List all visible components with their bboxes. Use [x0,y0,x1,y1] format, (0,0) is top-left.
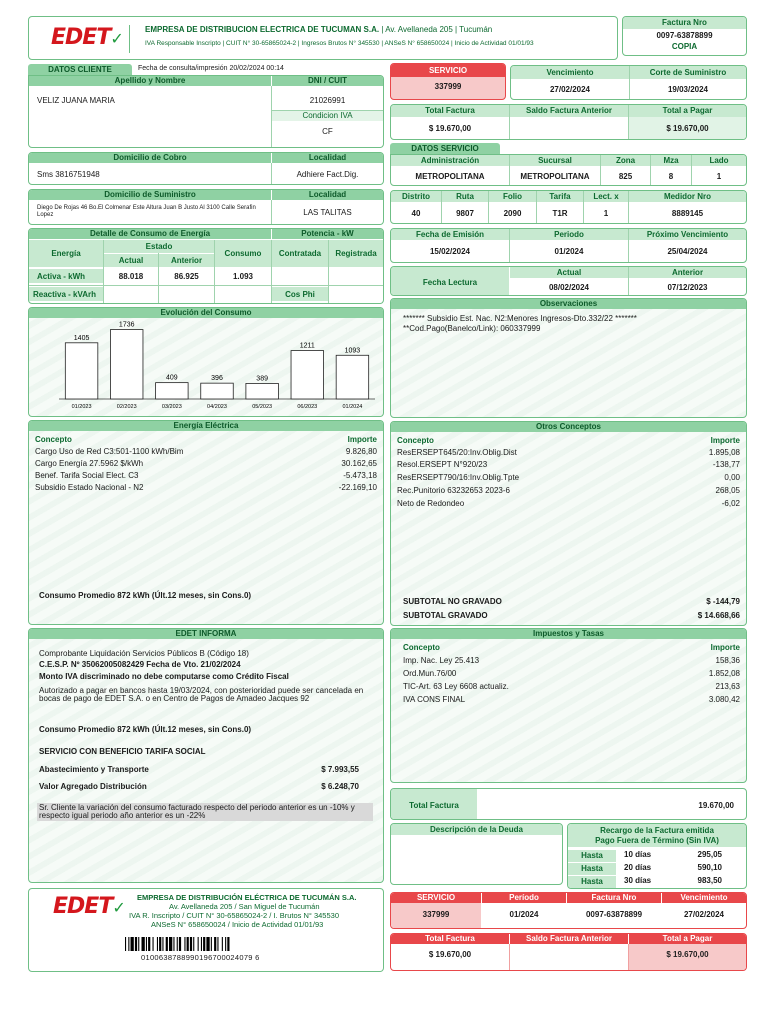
lado-value: 1 [716,172,722,181]
energia-row: Subsidio Estado Nacional - N2 -22.169,10 [35,483,377,492]
edet-logo: EDET✓ [51,25,123,50]
fechas-box: Fecha de Emisión Periodo Próximo Vencimiento 15/02/2024 01/2024 25/04/2024 [390,228,747,263]
chart-bar [246,383,279,399]
subtotal-no-gravado: SUBTOTAL NO GRAVADO $ -144,79 [403,597,740,606]
footer-totals: Total Factura Saldo Factura Anterior Total a Pagar $ 19.670,00 $ 19.670,00 [390,933,747,971]
client-dni: 21026991 [309,96,346,105]
valor-agregado-row: Valor Agregado Distribución $ 6.248,70 [39,782,359,791]
vencimiento-box: Vencimiento Corte de Suministro 27/02/2024 19/03/2024 [510,65,747,100]
total-factura-value: 19.670,00 [698,801,734,810]
energia-box: Energía Eléctrica Concepto Importe Cargo Uso de Red C3:501-1100 kWh/Bim 9.826,80 Cargo Energía 27.5962 $/kWh 30.162,65 Benef. Tarifa Social Elect. C3 -5.473,18 Subsidio Estado Nacional - N2 -22.169,10 Consumo Promedio 872 kWh (Últ.12 meses, sin Cons.0) [28,420,384,625]
informa-line: SERVICIO CON BENEFICIO TARIFA SOCIAL [39,747,206,756]
barcode-number: 0100638788990196700024079 6 [141,953,260,962]
energia-row: Cargo Uso de Red C3:501-1100 kWh/Bim 9.826,80 [35,447,377,456]
consult-date: Fecha de consulta/impresión 20/02/2024 00:14 [138,65,284,72]
corte-date: 19/03/2024 [667,85,709,94]
abastecimiento-row: Abastecimiento y Transporte $ 7.993,55 [39,765,359,774]
consumo-box: Detalle de Consumo de Energía Potencia - kW Energía Estado Actual Anterior Consumo Contratada Registrada Activa - kWh 88.018 86.925 1.093 Reactiva - kVArh Cos Phi [28,228,384,304]
emision-date: 15/02/2024 [429,247,471,256]
admin-value: METROPOLITANA [415,172,485,181]
footer-venc-value: 27/02/2024 [683,910,725,919]
folio-value: 2090 [503,209,522,218]
edet-informa-box: EDET INFORMA Comprobante Liquidación Servicios Públicos B (Código 18) C.E.S.P. Nº 35062005082429 Fecha de Vto. 21/02/2024 Monto IVA discriminado no debe computarse como Crédito Fiscal Autorizado a pagar en bancos hasta 19/03/2024, con posterioridad puede ser cancelada en bocas de pago de EDET S.A. o en Centro de Pagos de Amadeo Jacques 92 Consumo Promedio 872 kWh (Últ.12 meses, sin Cons.0) SERVICIO CON BENEFICIO TARIFA SOCIAL Abastecimiento y Transporte $ 7.993,55 Valor Agregado Distribución $ 6.248,70 Sr. Cliente la variación del consumo facturado respecto del periodo anterior es un -10% y respecto igual periodo año anterior es un -22% [28,628,384,883]
datos-servicio-title: DATOS SERVICIO [390,143,500,154]
sucursal-value: METROPOLITANA [520,172,590,181]
deuda-box: Descripción de la Deuda [390,823,563,885]
informa-line: Autorizado a pagar en bancos hasta 19/03/2024, con posterioridad puede ser cancelada en bocas de pago de EDET S.A. o en Centro de Pagos de Amadeo Jacques 92 [39,686,364,703]
distrito-value: 40 [411,209,421,218]
footer-servicio: SERVICIO Período Factura Nro Vencimiento 337999 01/2024 0097-63878899 27/02/2024 [390,892,747,929]
footer-addr: Av. Avellaneda 205 / San Miguel de Tucumán [169,902,320,911]
chart-bar [201,383,234,399]
ruta-value: 9807 [456,209,474,218]
chart-category-label: 01/2023 [71,404,92,410]
chart-value-label: 389 [256,375,268,383]
meter-box: Distrito Ruta Folio Tarifa Lect. x Medidor Nro 40 9807 2090 T1R 1 8889145 [390,190,747,224]
chart-value-label: 1093 [344,347,361,355]
informa-line: Consumo Promedio 872 kWh (Últ.12 meses, sin Cons.0) [39,725,252,734]
footer-line: IVA R. Inscripto / CUIT N° 30-65865024-2 / I. Brutos N° 345530 [129,911,339,920]
chart-title: Evolución del Consumo [29,308,383,318]
footer-stub [28,888,384,972]
footer-factura-value: 0097-63878899 [585,910,643,919]
zona-value: 825 [618,172,633,181]
obs-line-2: **Cod.Pago(Banelco/Link): 060337999 [403,324,541,333]
lectura-box: Fecha Lectura Actual Anterior 08/02/2024 07/12/2023 [390,266,747,296]
company-name: EMPRESA DE DISTRIBUCION ELECTRICA DE TUCUMAN S.A. | Av. Avellaneda 205 | Tucumán [145,25,493,34]
cobro-locality: Adhiere Fact.Dig. [296,170,359,179]
energia-promedio: Consumo Promedio 872 kWh (Últ.12 meses, sin Cons.0) [39,591,252,600]
recargo-row: Hasta 20 días 590,10 [568,863,746,875]
datos-cliente-title: DATOS CLIENTE [28,64,132,75]
footer-servicio-value: 337999 [422,910,450,919]
chart-value-label: 1211 [299,342,315,350]
footer-company: EMPRESA DE DISTRIBUCIÓN ELÉCTRICA DE TUCUMÁN S.A. [137,893,357,902]
mza-value: 8 [668,172,674,181]
otros-row: ResERSEPT790/16:Inv.Oblig.Tpte 0,00 [397,473,740,482]
factura-box: Factura Nro 0097-63878899 COPIA [622,16,747,56]
informa-line: Comprobante Liquidación Servicios Públicos B (Código 18) [39,649,249,658]
otros-row: ResERSEPT645/20:Inv.Oblig.Dist 1.895,08 [397,448,740,457]
impuesto-row: Ord.Mun.76/00 1.852,08 [403,669,740,678]
informa-line: C.E.S.P. Nº 35062005082429 Fecha de Vto. 21/02/2024 [39,660,241,669]
suministro-address: Diego De Rojas 46 Bo.El Colmenar Este Altura Juan B Justo Al 3100 Calle Serafin Lopez [37,205,256,218]
variation-note: Sr. Cliente la variación del consumo facturado respecto del periodo anterior es un -10% y respecto igual periodo año anterior es un -22% [37,803,373,821]
chart-category-label: 01/2024 [342,404,363,410]
client-iva: CF [322,127,333,136]
header [28,16,618,60]
informa-line: Monto IVA discriminado no debe computarse como Crédito Fiscal [39,672,289,681]
otros-row: Neto de Redondeo -6,02 [397,499,740,508]
medidor-value: 8889145 [671,209,704,218]
activa-actual: 88.018 [118,271,144,281]
lectura-actual: 08/02/2024 [548,283,590,292]
recargo-box: Recargo de la Factura emitida Pago Fuera de Término (Sin IVA) Hasta 10 días 295,05 Hasta 20 días 590,10 Hasta 30 días 983,50 [567,823,747,889]
impuesto-row: IVA CONS FINAL 3.080,42 [403,695,740,704]
vencimiento-date: 27/02/2024 [549,85,591,94]
servicio-box: SERVICIO 337999 [390,63,506,100]
otros-box: Otros Conceptos Concepto Importe ResERSEPT645/20:Inv.Oblig.Dist 1.895,08 Resol.ERSEPT N°920/23 -138,77 ResERSEPT790/16:Inv.Oblig.Tpte 0,00 Rec.Punitorio 63232653 2023-6 268,05 Neto de Redondeo -6,02 SUBTOTAL NO GRAVADO $ -144,79 SUBTOTAL GRAVADO $ 14.668,66 [390,421,747,626]
cliente-box: Apellido y Nombre DNI / CUIT VELIZ JUANA MARIA 21026991 Condicion IVA CF [28,75,384,148]
footer-total-value: $ 19.670,00 [428,950,472,959]
activa-anterior: 86.925 [174,271,199,281]
factura-number: 0097-63878899 [656,31,713,40]
cobro-address: Sms 3816751948 [37,170,100,179]
chart-value-label: 409 [166,374,178,382]
tax-line: IVA Responsable Inscripto | CUIT N° 30-65865024-2 | Ingresos Brutos N° 345530 | ANSeS N° 658650024 | Inicio de Actividad 01/01/93 [145,40,534,47]
total-pagar: $ 19.670,00 [629,117,746,139]
chart-category-label: 03/2023 [161,404,182,410]
servicio-number: 337999 [434,82,462,91]
otros-row: Rec.Punitorio 63232653 2023-6 268,05 [397,486,740,495]
footer-pagar-value: $ 19.670,00 [629,944,746,970]
tarifa-value: T1R [552,209,568,218]
recargo-row: Hasta 30 días 983,50 [568,876,746,888]
chart-bar [336,355,369,399]
chart-bar [110,330,143,399]
chart-category-label: 04/2023 [207,404,227,410]
chart-value-label: 1405 [73,334,90,342]
chart-category-label: 06/2023 [297,404,318,410]
chart-box [28,307,384,417]
energia-row: Cargo Energía 27.5962 $/kWh 30.162,65 [35,459,377,468]
lect-value: 1 [603,209,609,218]
chart-bar [156,383,189,399]
factura-copy: COPIA [671,42,698,51]
barcode [125,937,301,951]
chart-bar [291,351,324,399]
chart-category-label: 05/2023 [252,404,273,410]
observaciones-box: Observaciones ******* Subsidio Est. Nac. N2:Menores Ingresos-Dto.332/22 ******* **Cod.Pago(Banelco/Link): 060337999 [390,298,747,418]
cobro-box: Domicilio de Cobro Localidad Sms 3816751948 Adhiere Fact.Dig. [28,152,384,185]
footer-line: ANSeS N° 658650024 / Inicio de Actividad 01/01/93 [151,920,324,929]
totals-box: Total Factura Saldo Factura Anterior Total a Pagar $ 19.670,00 $ 19.670,00 [390,104,747,140]
impuesto-row: Imp. Nac. Ley 25.413 158,36 [403,656,740,665]
activa-consumo: 1.093 [232,271,254,281]
otros-row: Resol.ERSEPT N°920/23 -138,77 [397,460,740,469]
impuesto-row: TIC-Art. 63 Ley 6608 actualiz. 213,63 [403,682,740,691]
suministro-locality: LAS TALITAS [303,208,352,217]
total-factura-box: Total Factura 19.670,00 [390,788,747,820]
subtotal-gravado: SUBTOTAL GRAVADO $ 14.668,66 [403,611,740,620]
impuestos-box: Impuestos y Tasas Concepto Importe Imp. Nac. Ley 25.413 158,36 Ord.Mun.76/00 1.852,08 TIC-Art. 63 Ley 6608 actualiz. 213,63 IVA CONS FINAL 3.080,42 [390,628,747,783]
lectura-anterior: 07/12/2023 [667,283,708,292]
suministro-box: Domicilio de Suministro Localidad Diego De Rojas 46 Bo.El Colmenar Este Altura Juan B Justo Al 3100 Calle Serafin Lopez LAS TALITAS [28,189,384,225]
recargo-row: Hasta 10 días 295,05 [568,850,746,862]
chart-value-label: 1736 [118,321,135,329]
proximo-venc: 25/04/2024 [667,247,708,256]
total-factura: $ 19.670,00 [428,124,472,133]
chart-value-label: 396 [211,375,223,383]
energia-row: Benef. Tarifa Social Elect. C3 -5.473,18 [35,471,377,480]
chart-category-label: 02/2023 [116,404,137,410]
periodo-value: 01/2024 [554,247,584,256]
consumption-chart [29,319,384,417]
edet-logo-footer: EDET✓ [53,894,125,919]
client-name: VELIZ JUANA MARIA [37,96,115,105]
footer-periodo-value: 01/2024 [509,910,539,919]
obs-line-1: ******* Subsidio Est. Nac. N2:Menores Ingresos-Dto.332/22 ******* [403,314,637,323]
datos-servicio-box: Administración Sucursal Zona Mza Lado METROPOLITANA METROPOLITANA 825 8 1 [390,154,747,186]
chart-bar [65,343,98,399]
